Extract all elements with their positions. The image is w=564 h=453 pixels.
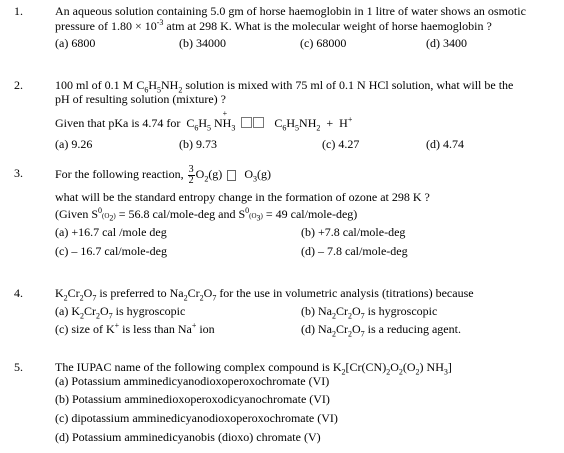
option-d[interactable]: (d) Potassium amminedicyanobis (dioxo) chromate (V): [55, 430, 321, 444]
question-text-line: The IUPAC name of the following complex compound is $K_2[Cr(CN)_2O_2(O_2)$ $NH_3$]: [55, 360, 452, 377]
question-text-line: pH of resulting solution (mixture) ?: [55, 92, 226, 106]
option-a[interactable]: (a) 9.26: [55, 137, 93, 151]
fraction: $\frac{3}{2}$: [188, 163, 194, 186]
given-line: (Given $S^0(O_2) = 56.8$ cal/mole-deg and $S^0(O_3) = 49$ cal/mole-deg): [55, 206, 358, 223]
equilibrium-arrow-icon: [241, 117, 265, 131]
option-c[interactable]: (c) size of K+ is less than Na+ ion: [55, 321, 215, 336]
question-number: 5.: [14, 360, 23, 374]
option-b[interactable]: (b) +7.8 cal/mole-deg: [301, 225, 406, 239]
option-c[interactable]: (c) dipotassium amminedicyanodioxoperoxochromate (VI): [55, 411, 338, 425]
question-number: 3.: [14, 166, 23, 180]
question-text-line: $K_2Cr_2O_7$ is preferred to $Na_2Cr_2O_7$ for the use in volumetric analysis (titrations) because: [55, 286, 474, 303]
option-b[interactable]: (b) 9.73: [179, 137, 217, 151]
question-text-line: For the following reaction, $\frac{3}{2}$ $O_2(g)$ $O_3(g)$: [55, 163, 271, 186]
question-number: 4.: [14, 286, 23, 300]
option-a[interactable]: (a) Potassium amminedicyanodioxoperoxochromate (VI): [55, 374, 330, 388]
option-b[interactable]: (b) Potassium amminedioxoperoxodicyanochromate (VI): [55, 392, 330, 406]
question-text-line: what will be the standard entropy change in the formation of ozone at 298 K ?: [55, 190, 430, 204]
option-a[interactable]: (a) $K_2Cr_2O_7$ is hygroscopic: [55, 304, 186, 321]
option-d[interactable]: (d) $Na_2Cr_2O_7$ is a reducing agent.: [301, 322, 461, 339]
question-number: 2.: [14, 78, 23, 92]
option-c[interactable]: (c) – 16.7 cal/mole-deg: [55, 244, 167, 258]
option-d[interactable]: (d) 4.74: [426, 137, 464, 151]
question-text-line: An aqueous solution containing 5.0 gm of horse haemoglobin in 1 litre of water shows an osmotic: [55, 4, 526, 18]
option-b[interactable]: (b) $Na_2Cr_2O_7$ is hygroscopic: [301, 304, 438, 321]
option-c[interactable]: (c) 68000: [300, 36, 347, 50]
option-a[interactable]: (a) +16.7 cal /mole deg: [55, 225, 167, 239]
question-text-line: pressure of $1.80 \times 10^{-3}$ atm at 298 K. What is the molecular weight of horse haemoglobin ?: [55, 18, 492, 33]
question-number: 1.: [14, 4, 23, 18]
given-line: Given that pKa is 4.74 for $C_6H_5$ NH + $_3$ $C_6H_5NH_2 + H^+$: [55, 109, 353, 133]
question-text-line: 100 ml of 0.1 M $C_6H_5NH_2$ solution is mixed with 75 ml of 0.1 N HCl solution, what will be the: [55, 78, 514, 95]
option-b[interactable]: (b) 34000: [179, 36, 226, 50]
option-a[interactable]: (a) 6800: [55, 36, 96, 50]
option-d[interactable]: (d) – 7.8 cal/mole-deg: [301, 244, 408, 258]
option-c[interactable]: (c) 4.27: [322, 137, 360, 151]
option-d[interactable]: (d) 3400: [426, 36, 467, 50]
arrow-placeholder-icon: [227, 170, 236, 181]
